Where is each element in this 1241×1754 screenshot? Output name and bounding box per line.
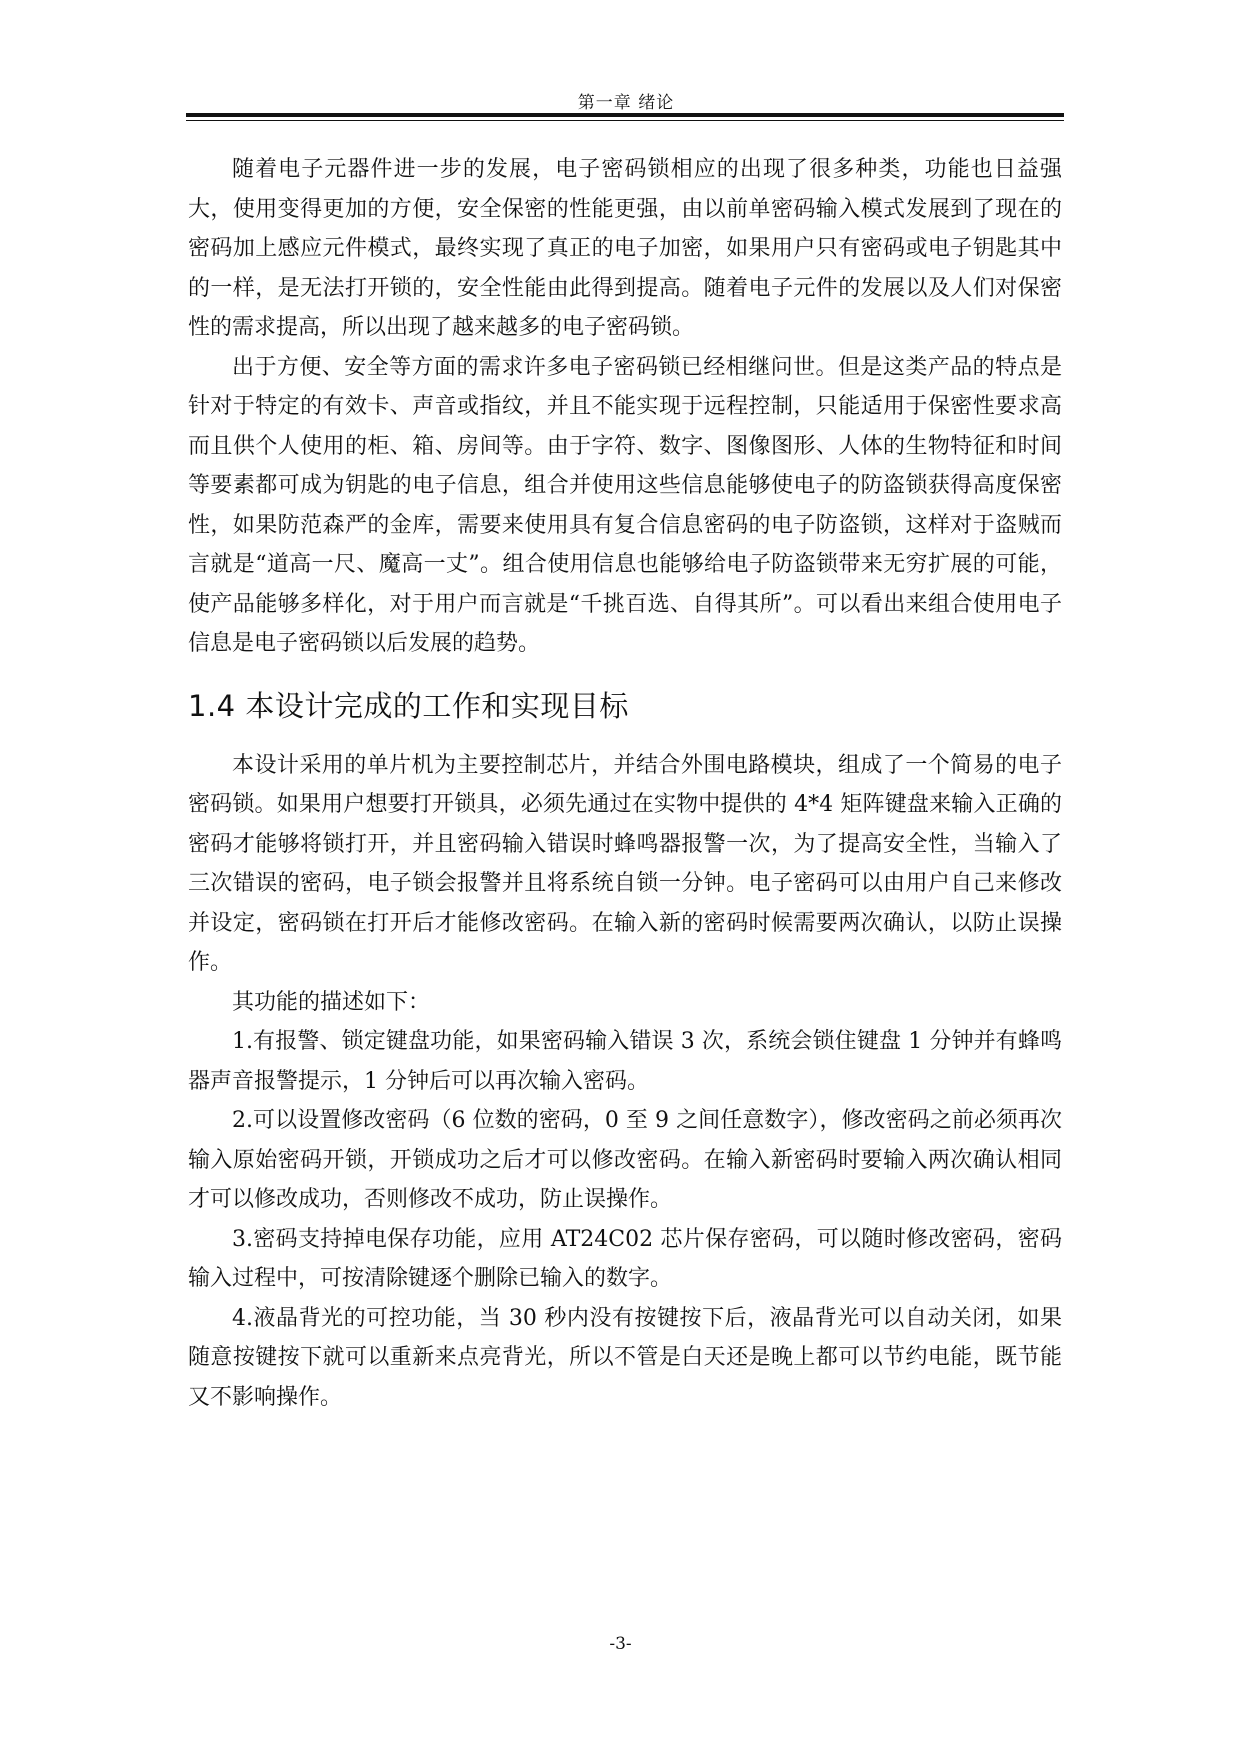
header-rule-thin (186, 120, 1064, 121)
list-item: 2.可以设置修改密码（6 位数的密码，0 至 9 之间任意数字），修改密码之前必须再次输入原始密码开锁，开锁成功之后才可以修改密码。在输入新密码时要输入两次确认相同才可以修改成功，否则修改不成功，防止误操作。 (188, 1108, 1062, 1212)
paragraph: 出于方便、安全等方面的需求许多电子密码锁已经相继问世。但是这类产品的特点是针对于特定的有效卡、声音或指纹，并且不能实现于远程控制，只能适用于保密性要求高而且供个人使用的柜、箱、房间等。由于字符、数字、图像图形、人体的生物特征和时间等要素都可成为钥匙的电子信息，组合并使用这些信息能够使电子的防盗锁获得高度保密性，如果防范森严的金库，需要来使用具有复合信息密码的电子防盗锁，这样对于盗贼而言就是“道高一尺、魔高一丈”。组合使用信息也能够给电子防盗锁带来无穷扩展的可能，使产品能够多样化，对于用户而言就是“千挑百选、自得其所”。可以看出来组合使用电子信息是电子密码锁以后发展的趋势。 (188, 354, 1062, 656)
document-body (188, 150, 1062, 1417)
paragraph: 其功能的描述如下： (232, 989, 431, 1015)
list-item: 3.密码支持掉电保存功能，应用 AT24C02 芯片保存密码，可以随时修改密码，密码输入过程中，可按清除键逐个删除已输入的数字。 (188, 1226, 1062, 1291)
section-heading: 1.4 本设计完成的工作和实现目标 (188, 688, 629, 723)
header-rule-thick (186, 113, 1064, 117)
page-number: -3- (609, 1634, 632, 1654)
paragraph: 本设计采用的单片机为主要控制芯片，并结合外围电路模块，组成了一个简易的电子密码锁。如果用户想要打开锁具，必须先通过在实物中提供的 4*4 矩阵键盘来输入正确的密码才能够将锁打开，并且密码输入错误时蜂鸣器报警一次，为了提高安全性，当输入了三次错误的密码，电子锁会报警并且将系统自锁一分钟。电子密码可以由用户自己来修改并设定，密码锁在打开后才能修改密码。在输入新的密码时候需要两次确认，以防止误操作。 (188, 752, 1062, 975)
list-item: 1.有报警、锁定键盘功能，如果密码输入错误 3 次，系统会锁住键盘 1 分钟并有蜂鸣器声音报警提示，1 分钟后可以再次输入密码。 (188, 1029, 1062, 1094)
page-header-title: 第一章 绪论 (577, 93, 675, 113)
paragraph: 随着电子元器件进一步的发展，电子密码锁相应的出现了很多种类，功能也日益强大，使用变得更加的方便，安全保密的性能更强，由以前单密码输入模式发展到了现在的密码加上感应元件模式，最终实现了真正的电子加密，如果用户只有密码或电子钥匙其中的一样，是无法打开锁的，安全性能由此得到提高。随着电子元件的发展以及人们对保密性的需求提高，所以出现了越来越多的电子密码锁。 (188, 157, 1062, 340)
list-item: 4.液晶背光的可控功能，当 30 秒内没有按键按下后，液晶背光可以自动关闭，如果随意按键按下就可以重新来点亮背光，所以不管是白天还是晚上都可以节约电能，既节能又不影响操作。 (188, 1305, 1062, 1410)
